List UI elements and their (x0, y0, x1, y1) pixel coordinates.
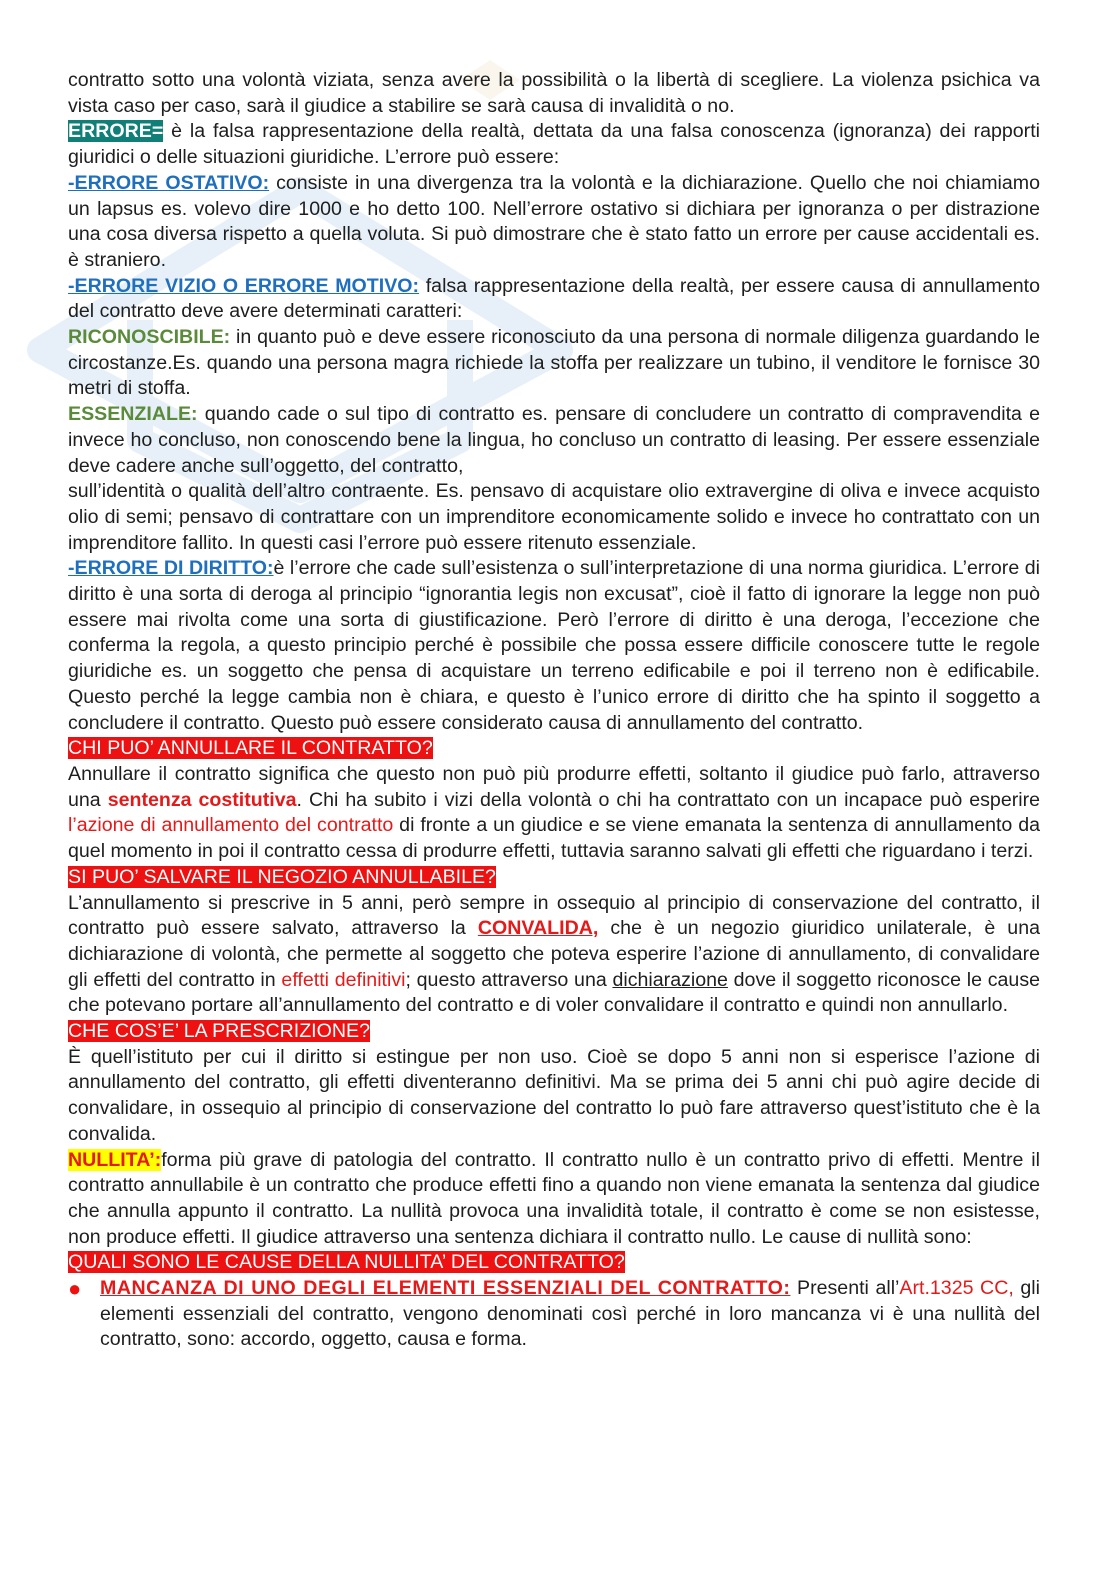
paragraph-errore-ostativo: -ERRORE OSTATIVO: consiste in una divergenza tra la volontà e la dichiarazione. Quello che noi chiamiamo un lapsus es. volevo dire 1000 e ho detto 100. Nell’errore ostativo si dichiara per ignoranza o per distrazione una cosa diversa rispetto a quella voluta. Si può dimostrare che è stato fatto un errore per cause accidentali es. è straniero. (68, 171, 1040, 271)
term-errore: ERRORE= (68, 120, 164, 143)
heading-cause-nullita: QUALI SONO LE CAUSE DELLA NULLITA’ DEL CONTRATTO? (68, 1251, 625, 1274)
term-errore-diritto: -ERRORE DI DIRITTO: (68, 557, 274, 580)
term-azione-annullamento: l’azione di annullamento del contratto (68, 814, 394, 837)
paragraph-annullare: Annullare il contratto significa che questo non può più produrre effetti, soltanto il giudice può farlo, attraverso una sentenza costitutiva. Chi ha subito i vizi della volontà o chi ha contrattato con un incapace può esperire l’azione di annullamento del contratto di fronte a un giudice e se viene emanata la sentenza di annullamento da quel momento in poi il contratto cessa di produrre effetti, tuttavia saranno salvati gli effetti che riguardano i terzi. (68, 762, 1041, 863)
term-art-1325: Art.1325 CC, (899, 1277, 1014, 1300)
term-sentenza-costitutiva: sentenza costitutiva (107, 788, 297, 811)
term-riconoscibile: RICONOSCIBILE: (68, 326, 231, 349)
paragraph-nullita: NULLITA’:forma più grave di patologia del contratto. Il contratto nullo è un contratto privo di effetti. Mentre il contratto annullabile è un contratto che produce effetti fino a quando non viene emanata la sentenza dal giudice che annulla appunto il contratto. La nullità provoca una invalidità totale, il contratto è come se non esistesse, non produce effetti. Il giudice attraverso una sentenza dichiara il contratto nullo. Le cause di nullità sono: (68, 1148, 1040, 1248)
heading-salvare: SI PUO’ SALVARE IL NEGOZIO ANNULLABILE? (68, 865, 496, 888)
term-errore-ostativo: -ERRORE OSTATIVO: (68, 171, 270, 194)
paragraph-salvare: L’annullamento si prescrive in 5 anni, però sempre in ossequio al principio di conservazione del contratto, il contratto può essere salvato, attraverso la CONVALIDA, che è un negozio giuridico unilaterale, è una dichiarazione di volontà, che permette al soggetto che poteva esperire l’azione di annullamento, di convalidare gli effetti del contratto in effetti definitivi; questo attraverso una dichiarazione dove il soggetto riconosce le cause che potevano portare all’annullamento del contratto e di voler convalidare il contratto e quindi non annullarlo. (68, 891, 1041, 1017)
term-nullita: NULLITA’: (68, 1148, 162, 1171)
paragraph-riconoscibile: RICONOSCIBILE: in quanto può e deve essere riconosciuto da una persona di normale diligenza guardando le circostanze.Es. quando una persona magra richiede la stoffa per realizzare un tubino, il venditore le fornisce 30 metri di stoffa. (68, 326, 1040, 400)
term-effetti-definitivi: effetti definitivi (281, 968, 406, 991)
paragraph-prescrizione: È quell’istituto per cui il diritto si estingue per non uso. Cioè se dopo 5 anni non si esperisce l’azione di annullamento del contratto, gli effetti diventeranno definitivi. Ma se prima dei 5 anni chi può agire decide di convalidare, in ossequio al principio di conservazione del contratto lo può fare attraverso quest’istituto che è la convalida. (68, 1045, 1040, 1145)
list-item: ● MANCANZA DI UNO DEGLI ELEMENTI ESSENZIALI DEL CONTRATTO: Presenti all’Art.1325 CC, gli elementi essenziali del contratto, vengono denominati così perché in loro mancanza vi è una nullità del contratto, sono: accordo, oggetto, causa e forma. (68, 1276, 1040, 1351)
document-page (68, 68, 1040, 1353)
paragraph-errore-vizio: -ERRORE VIZIO O ERRORE MOTIVO: falsa rappresentazione della realtà, per essere causa di annullamento del contratto deve avere determinati caratteri: (68, 274, 1040, 323)
heading-annullare: CHI PUO’ ANNULLARE IL CONTRATTO? (68, 737, 433, 760)
heading-prescrizione: CHE COS’E’ LA PRESCRIZIONE? (68, 1020, 370, 1043)
paragraph-errore-diritto: -ERRORE DI DIRITTO:è l’errore che cade sull’esistenza o sull’interpretazione di una norma giuridica. L’errore di diritto è una sorta di deroga al principio “ignorantia legis non excusat”, cioè il fatto di ignorare la legge non può essere mai rivolta come una sorta di giustificazione. Però l’errore di diritto è una deroga, l’eccezione che conferma la regola, a questo principio perché è possibile che possa essere difficile conoscere tutte le regole giuridiche es. un soggetto che pensa di acquistare un terreno edificabile e poi il terreno non è edificabile. Questo perché la legge cambia non è chiara, e questo è l’unico errore di diritto che ha spinto il soggetto a concludere il contratto. Questo può essere considerato causa di annullamento del contratto. (68, 557, 1040, 734)
term-errore-vizio: -ERRORE VIZIO O ERRORE MOTIVO: (68, 274, 420, 297)
paragraph-errore: ERRORE= è la falsa rappresentazione della realtà, dettata da una falsa conoscenza (ignoranza) dei rapporti giuridici o delle situazioni giuridiche. L’errore può essere: (68, 120, 1040, 169)
bullet-icon: ● (68, 1276, 82, 1302)
term-essenziale: ESSENZIALE: (68, 403, 198, 426)
term-convalida: CONVALIDA, (477, 917, 599, 940)
paragraph-essenziale: ESSENZIALE: quando cade o sul tipo di contratto es. pensare di concludere un contratto di compravendita e invece ho concluso, non conoscendo bene la lingua, ho concluso un contratto di leasing. Per essere essenziale deve cadere anche sull’oggetto, del contratto, (68, 403, 1040, 477)
term-dichiarazione: dichiarazione (612, 968, 728, 991)
paragraph-violenza: contratto sotto una volontà viziata, senza avere la possibilità o la libertà di scegliere. La violenza psichica va vista caso per caso, sarà il giudice a stabilire se sarà causa di invalidità o no. (68, 69, 1040, 117)
term-mancanza-elementi: MANCANZA DI UNO DEGLI ELEMENTI ESSENZIALI DEL CONTRATTO: (100, 1277, 791, 1300)
paragraph-essenziale-cont: sull’identità o qualità dell’altro contraente. Es. pensavo di acquistare olio extravergine di oliva e invece acquisto olio di semi; pensavo di contrattare con un imprenditore economicamente solido e invece ho contrattato con un imprenditore fallito. In questi casi l’errore può essere ritenuto essenziale. (68, 480, 1040, 554)
